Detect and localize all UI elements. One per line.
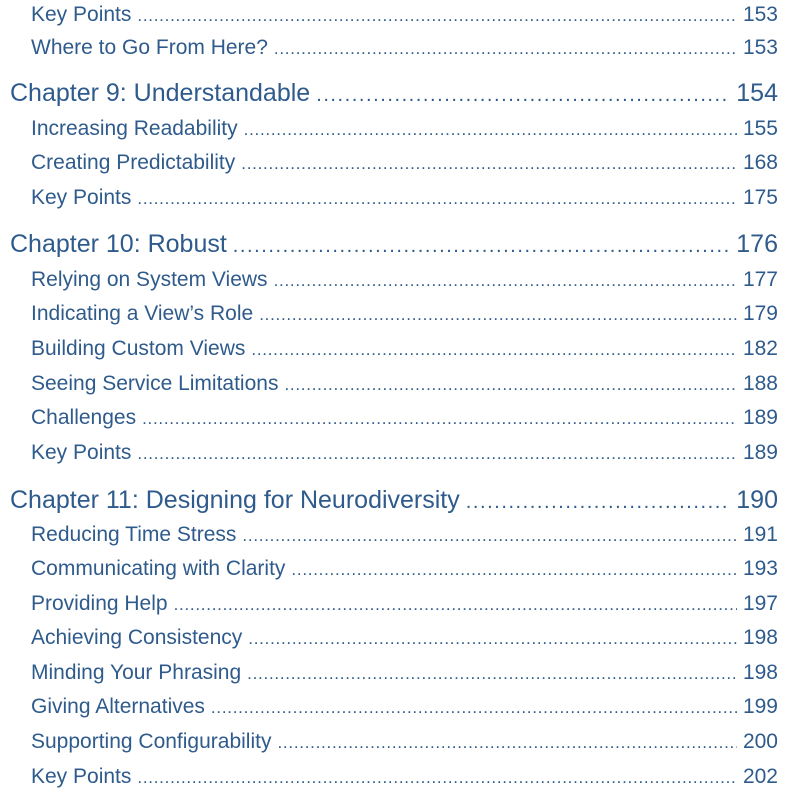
toc-entry-page: 153: [742, 36, 778, 59]
dot-leader: [137, 0, 737, 31]
toc-entry-page: 182: [742, 337, 778, 360]
toc-entry-building-custom-views[interactable]: [31, 334, 778, 364]
dot-leader: [142, 403, 737, 434]
toc-entry-title: Where to Go From Here?: [31, 36, 268, 59]
toc-entry-page: 191: [742, 523, 778, 546]
toc-entry-seeing-service-limitations[interactable]: [31, 369, 778, 399]
dot-leader: [248, 623, 737, 654]
toc-entry-title: Creating Predictability: [31, 151, 236, 174]
toc-entry-title: Giving Alternatives: [31, 695, 205, 718]
toc-entry-page: 198: [742, 626, 778, 649]
toc-entry-page: 198: [742, 661, 778, 684]
toc-entry-key-points[interactable]: [31, 0, 778, 30]
toc-entry-page: 188: [742, 372, 778, 395]
toc-entry-page: 202: [742, 765, 778, 788]
dot-leader: [466, 483, 731, 519]
toc-entry-achieving-consistency[interactable]: [31, 623, 778, 653]
toc-entry-title: Key Points: [31, 3, 132, 26]
toc-entry-title: Indicating a View’s Role: [31, 302, 254, 325]
toc-entry-relying-on-system-views[interactable]: [31, 265, 778, 295]
dot-leader: [242, 520, 737, 551]
dot-leader: [211, 692, 737, 723]
toc-entry-minding-your-phrasing[interactable]: [31, 658, 778, 688]
toc-chapter-9[interactable]: [10, 76, 778, 110]
toc-entry-title: Supporting Configurability: [31, 730, 272, 753]
toc-entry-title: Reducing Time Stress: [31, 523, 237, 546]
dot-leader: [291, 554, 737, 585]
toc-entry-page: 197: [742, 592, 778, 615]
toc-entry-page: 193: [742, 557, 778, 580]
toc-chapter-page: 154: [736, 79, 778, 107]
toc-entry-title: Building Custom Views: [31, 337, 246, 360]
toc-entry-title: Increasing Readability: [31, 117, 238, 140]
toc-entry-key-points[interactable]: [31, 762, 778, 792]
toc-entry-title: Key Points: [31, 186, 132, 209]
dot-leader: [284, 369, 736, 400]
toc-chapter-title: Chapter 10: Robust: [10, 230, 227, 258]
toc-entry-page: 189: [742, 406, 778, 429]
toc-chapter-page: 190: [736, 486, 778, 514]
toc-entry-providing-help[interactable]: [31, 589, 778, 619]
toc-entry-title: Key Points: [31, 765, 132, 788]
toc-entry-giving-alternatives[interactable]: [31, 692, 778, 722]
toc-chapter-10[interactable]: [10, 227, 778, 261]
toc-entry-reducing-time-stress[interactable]: [31, 520, 778, 550]
dot-leader: [244, 114, 737, 145]
toc-chapter-page: 176: [736, 230, 778, 258]
dot-leader: [316, 76, 730, 112]
toc-entry-title: Challenges: [31, 406, 137, 429]
toc-entry-page: 168: [742, 151, 778, 174]
toc-entry-title: Relying on System Views: [31, 268, 268, 291]
toc-entry-page: 200: [742, 730, 778, 753]
toc-entry-page: 175: [742, 186, 778, 209]
dot-leader: [137, 438, 737, 469]
dot-leader: [137, 762, 737, 793]
toc-chapter-title: Chapter 9: Understandable: [10, 79, 311, 107]
toc-entry-challenges[interactable]: [31, 403, 778, 433]
toc-chapter-title: Chapter 11: Designing for Neurodiversity: [10, 486, 460, 514]
dot-leader: [137, 183, 737, 214]
toc-entry-page: 179: [742, 302, 778, 325]
dot-leader: [174, 589, 737, 620]
toc-entry-page: 177: [742, 268, 778, 291]
toc-entry-page: 153: [742, 3, 778, 26]
toc-entry-title: Achieving Consistency: [31, 626, 243, 649]
toc-entry-key-points[interactable]: [31, 183, 778, 213]
dot-leader: [233, 227, 730, 263]
toc-entry-title: Communicating with Clarity: [31, 557, 286, 580]
dot-leader: [251, 334, 737, 365]
dot-leader: [247, 658, 737, 689]
toc-entry-supporting-configurability[interactable]: [31, 727, 778, 757]
toc-entry-title: Seeing Service Limitations: [31, 372, 279, 395]
toc-entry-title: Key Points: [31, 441, 132, 464]
dot-leader: [277, 727, 736, 758]
toc-chapter-11[interactable]: [10, 483, 778, 517]
toc-entry-page: 189: [742, 441, 778, 464]
toc-entry-title: Providing Help: [31, 592, 168, 615]
toc-entry-creating-predictability[interactable]: [31, 148, 778, 178]
dot-leader: [259, 299, 737, 330]
toc-entry-key-points[interactable]: [31, 438, 778, 468]
toc-entry-where-to-go-from-here[interactable]: [31, 33, 778, 63]
toc-entry-page: 155: [742, 117, 778, 140]
dot-leader: [274, 33, 737, 64]
toc-entry-communicating-with-clarity[interactable]: [31, 554, 778, 584]
toc-entry-title: Minding Your Phrasing: [31, 661, 242, 684]
toc-entry-page: 199: [742, 695, 778, 718]
toc-entry-indicating-a-views-role[interactable]: [31, 299, 778, 329]
dot-leader: [274, 265, 737, 296]
dot-leader: [241, 148, 737, 179]
toc-entry-increasing-readability[interactable]: [31, 114, 778, 144]
